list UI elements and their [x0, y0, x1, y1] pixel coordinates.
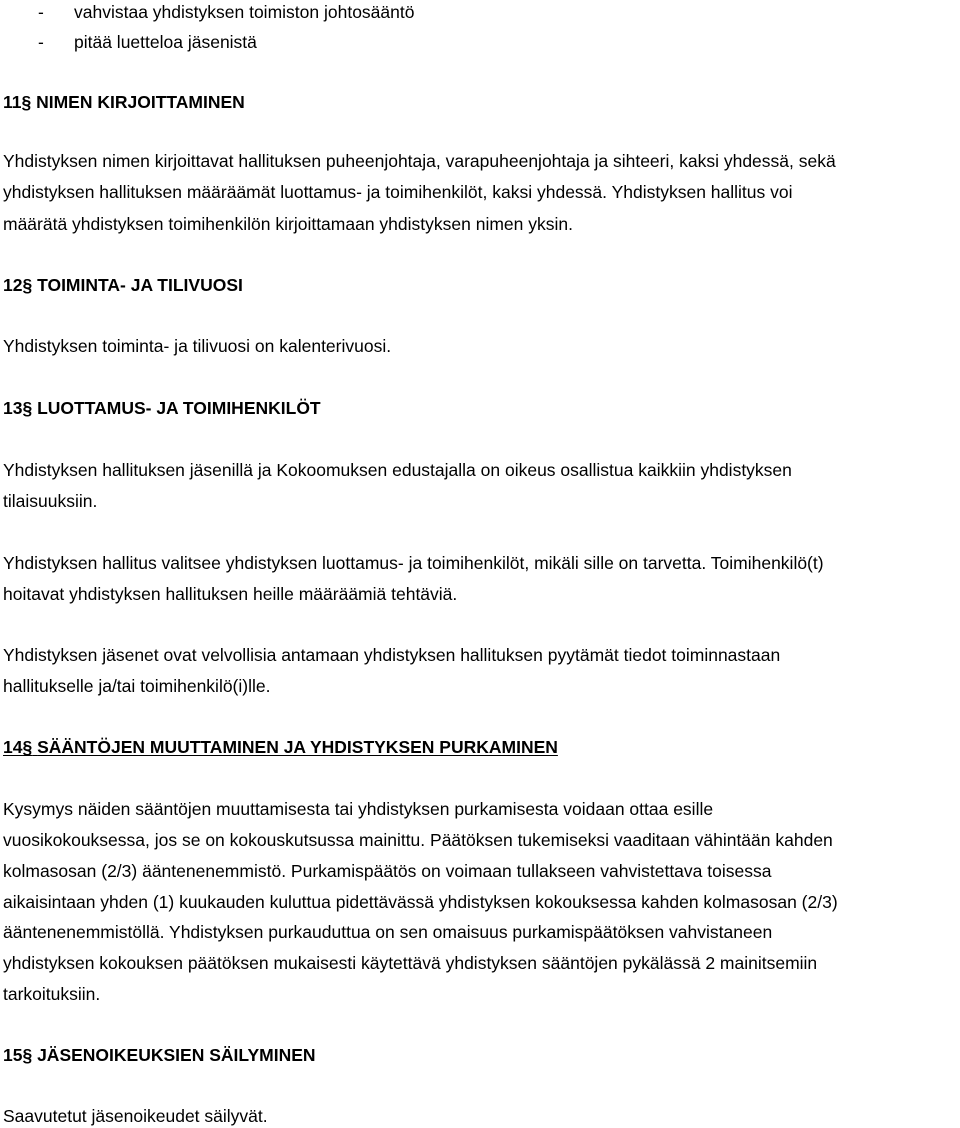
- paragraph-line: määrätä yhdistyksen toimihenkilön kirjoittamaan yhdistyksen nimen yksin.: [3, 214, 573, 234]
- section-sign: §: [22, 275, 33, 295]
- section-sign: §: [22, 398, 33, 418]
- paragraph-line: Yhdistyksen hallitus valitsee yhdistyksen luottamus- ja toimihenkilöt, mikäli sille on tarvetta. Toimihenkilö(t): [3, 553, 824, 573]
- section-number: 15: [3, 1045, 23, 1065]
- bullet-item: pitää luetteloa jäsenistä: [74, 32, 257, 52]
- paragraph-line: Yhdistyksen hallituksen jäsenillä ja Kokoomuksen edustajalla on oikeus osallistua kaikkiin yhdistyksen: [3, 460, 792, 480]
- section-number: 11: [3, 92, 22, 112]
- bullet-dash: -: [38, 2, 44, 22]
- paragraph-line: kolmasosan (2/3) ääntenenemmistö. Purkamispäätös on voimaan tullakseen vahvistettava toisessa: [3, 861, 772, 881]
- bullet-dash: -: [38, 32, 44, 52]
- bullet-item: vahvistaa yhdistyksen toimiston johtosääntö: [74, 2, 415, 22]
- paragraph-line: yhdistyksen kokouksen päätöksen mukaisesti käytettävä yhdistyksen sääntöjen pykälässä 2 mainitsemiin: [3, 953, 818, 973]
- paragraph-line: Saavutetut jäsenoikeudet säilyvät.: [3, 1106, 268, 1126]
- paragraph-line: tarkoituksiin.: [3, 984, 101, 1004]
- paragraph-line: yhdistyksen hallituksen määräämät luottamus- ja toimihenkilöt, kaksi yhdessä. Yhdistyksen hallitus voi: [3, 182, 793, 202]
- paragraph-line: ääntenenemmistöllä. Yhdistyksen purkauduttua on sen omaisuus purkamispäätöksen vahvistaneen: [3, 922, 773, 942]
- paragraph-line: aikaisintaan yhden (1) kuukauden kuluttua pidettävässä yhdistyksen kokouksessa kahden kolmasosan (2/3): [3, 892, 838, 912]
- section-heading-13: [3, 398, 321, 418]
- section-heading-12: [3, 275, 243, 295]
- paragraph-line: vuosikokouksessa, jos se on kokouskutsussa mainittu. Päätöksen tukemiseksi vaaditaan vähintään kahden: [3, 830, 833, 850]
- section-number: 12: [3, 275, 23, 295]
- paragraph-line: Yhdistyksen jäsenet ovat velvollisia antamaan yhdistyksen hallituksen pyytämät tiedot toiminnastaan: [3, 645, 781, 665]
- section-sign: §: [22, 1045, 33, 1065]
- section-title: LUOTTAMUS- JA TOIMIHENKILÖT: [37, 398, 321, 418]
- section-heading-11: [3, 92, 245, 112]
- section-heading-15: [3, 1045, 316, 1065]
- section-title: SÄÄNTÖJEN MUUTTAMINEN JA YHDISTYKSEN PURKAMINEN: [37, 737, 558, 757]
- paragraph-line: Yhdistyksen toiminta- ja tilivuosi on kalenterivuosi.: [3, 336, 392, 356]
- section-title: TOIMINTA- JA TILIVUOSI: [37, 275, 243, 295]
- paragraph-line: hallitukselle ja/tai toimihenkilö(i)lle.: [3, 676, 271, 696]
- section-number: 13: [3, 398, 23, 418]
- paragraph-line: Kysymys näiden sääntöjen muuttamisesta tai yhdistyksen purkamisesta voidaan ottaa esille: [3, 799, 714, 819]
- section-title: JÄSENOIKEUKSIEN SÄILYMINEN: [37, 1045, 316, 1065]
- paragraph-line: hoitavat yhdistyksen hallituksen heille määräämiä tehtäviä.: [3, 584, 458, 604]
- section-title: NIMEN KIRJOITTAMINEN: [36, 92, 245, 112]
- paragraph-line: tilaisuuksiin.: [3, 491, 98, 511]
- section-sign: §: [21, 92, 32, 112]
- paragraph-line: Yhdistyksen nimen kirjoittavat hallituksen puheenjohtaja, varapuheenjohtaja ja sihteeri, kaksi yhdessä, sekä: [3, 151, 836, 171]
- section-heading-14: [3, 737, 558, 757]
- section-number: 14: [3, 737, 23, 757]
- section-sign: §: [22, 737, 33, 757]
